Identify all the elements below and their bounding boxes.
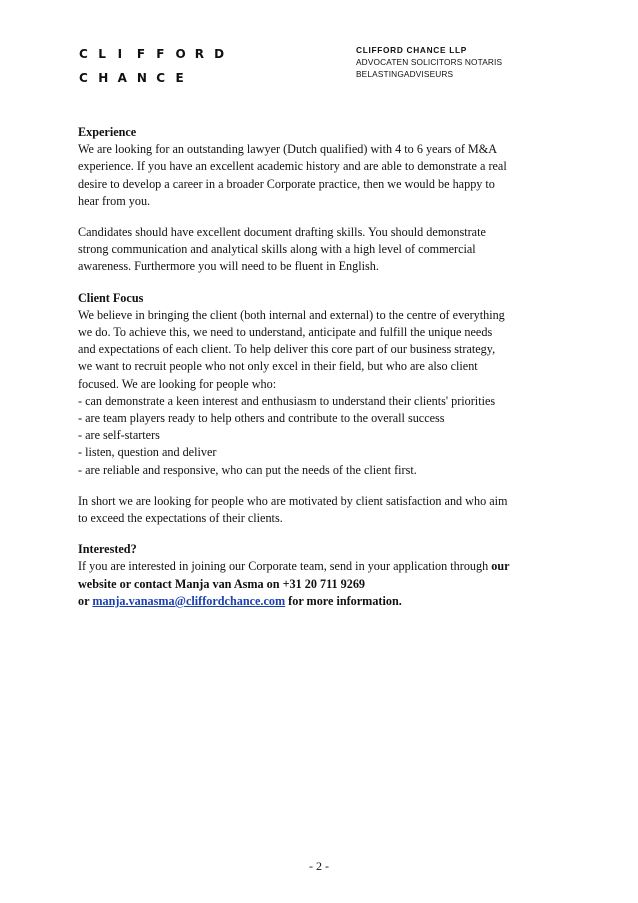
logo-letter: I: [117, 47, 123, 61]
text-line: awareness. Furthermore you will need to be fluent in English.: [78, 259, 379, 274]
logo-letter: C: [79, 71, 88, 85]
logo-letter: R: [194, 47, 205, 61]
list-item: - can demonstrate a keen interest and enthusiasm to understand their clients' priorities: [78, 393, 496, 408]
firm-name: CLIFFORD CHANCE LLP: [356, 45, 468, 55]
experience-paragraph-2: [78, 224, 548, 276]
text-line: focused. We are looking for people who:: [78, 376, 277, 391]
text-line: experience. If you have an excellent academic history and are able to demonstrate a real: [78, 159, 507, 174]
text-line: we do. To achieve this, we need to understand, anticipate and fulfill the unique needs: [78, 325, 493, 340]
text-line: we want to recruit people who not only excel in their field, but who are also client: [78, 359, 478, 374]
firm-description-line: BELASTINGADVISEURS: [356, 69, 454, 79]
contact-text: for more information.: [285, 593, 402, 608]
text-line: We believe in bringing the client (both internal and external) to the centre of everything: [78, 307, 505, 322]
contact-text: If you are interested in joining our Corporate team, send in your application through: [78, 559, 492, 574]
logo-letter: O: [175, 47, 186, 61]
experience-section: [78, 124, 548, 210]
page-number: - 2 -: [309, 859, 329, 873]
section-heading-interested: Interested?: [78, 542, 137, 557]
text-line: [78, 558, 548, 575]
list-item: - listen, question and deliver: [78, 445, 217, 460]
contact-details: website or contact Manja van Asma on +31 20 711 9269: [78, 576, 366, 591]
logo-letter: F: [156, 47, 165, 61]
client-focus-paragraph-2: [78, 493, 548, 527]
contact-text: or: [78, 593, 93, 608]
firm-description-line: ADVOCATEN SOLICITORS NOTARIS: [356, 57, 503, 67]
logo-letter: L: [98, 47, 106, 61]
list-item: - are team players ready to help others and contribute to the overall success: [78, 411, 445, 426]
text-line: desire to develop a career in a broader Corporate practice, then we would be happy to: [78, 176, 495, 191]
text-line: and expectations of each client. To help deliver this core part of our business strategy,: [78, 342, 496, 357]
logo-letter: A: [117, 71, 127, 85]
text-line: to exceed the expectations of their clients.: [78, 511, 283, 526]
logo-line-clifford: [79, 42, 233, 66]
section-heading-experience: Experience: [78, 125, 137, 139]
logo-letter: C: [79, 47, 88, 61]
client-focus-section: [78, 290, 548, 479]
document-body: [78, 124, 548, 624]
text-line: Candidates should have excellent document drafting skills. You should demonstrate: [78, 225, 486, 240]
text-line: strong communication and analytical skills along with a high level of commercial: [78, 242, 476, 257]
logo-letter: D: [214, 47, 225, 61]
logo-letter: N: [136, 71, 147, 85]
interested-section: [78, 541, 548, 610]
logo-letter: F: [136, 47, 146, 61]
text-line: We are looking for an outstanding lawyer (Dutch qualified) with 4 to 6 years of M&A: [78, 142, 498, 157]
list-item: - are self-starters: [78, 428, 160, 443]
logo-letter: E: [175, 71, 184, 85]
text-line: [78, 593, 548, 610]
contact-text-bold: our: [491, 559, 510, 574]
email-link[interactable]: manja.vanasma@cliffordchance.com: [92, 593, 286, 608]
text-line: hear from you.: [78, 193, 151, 208]
clifford-chance-logo: [79, 42, 233, 90]
text-line: In short we are looking for people who are motivated by client satisfaction and who aim: [78, 493, 508, 508]
section-heading-client-focus: Client Focus: [78, 290, 144, 305]
firm-info: [356, 44, 502, 80]
logo-letter: H: [98, 71, 109, 85]
logo-line-chance: [79, 66, 233, 90]
logo-letter: C: [156, 71, 165, 85]
list-item: - are reliable and responsive, who can put the needs of the client first.: [78, 462, 417, 477]
